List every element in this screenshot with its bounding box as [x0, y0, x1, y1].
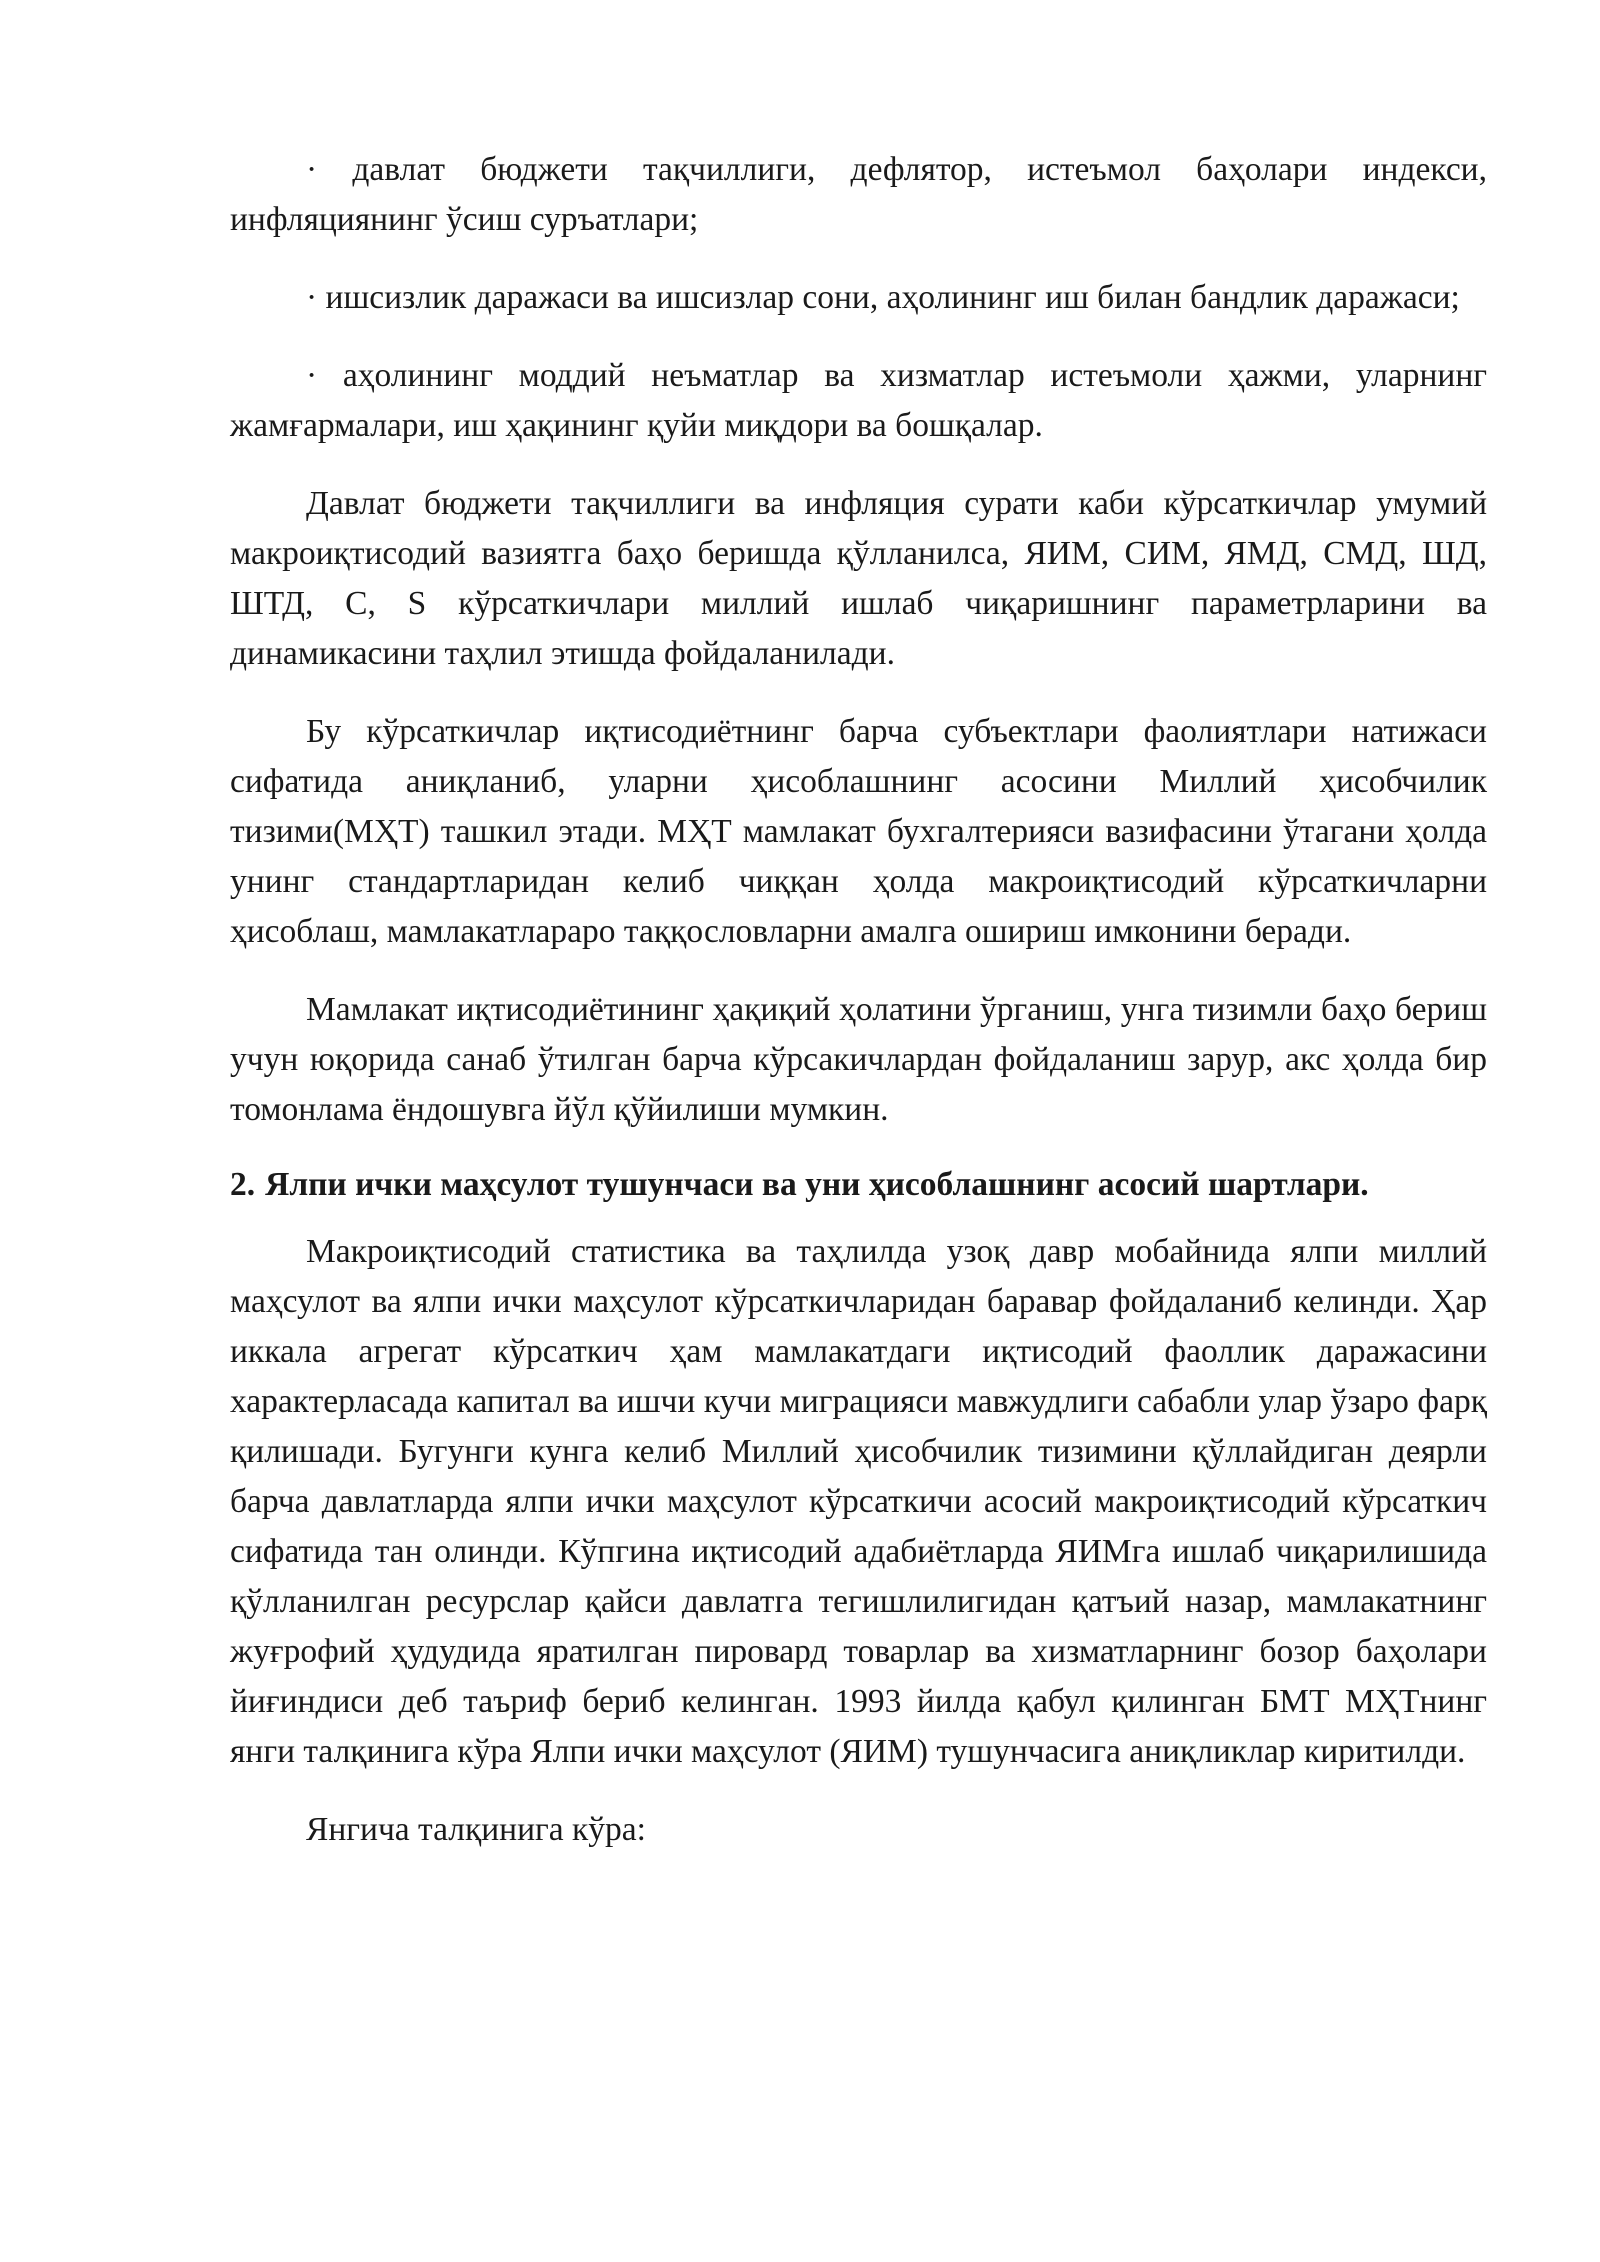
paragraph-national-accounts: Бу кўрсаткичлар иқтисодиётнинг барча субъектлари фаолиятлари натижаси сифатида аниқланиб, уларни ҳисоблашнинг асосини Миллий ҳисобчилик тизими(МҲТ) ташкил этади. МҲТ мамлакат бухгалтерияси вазифасини ўтагани ҳолда унинг стандартларидан келиб чиққан ҳолда макроиқтисодий кўрсаткичларни ҳисоблаш, мамлакатлараро таққословларни амалга ошириш имконини беради. [230, 713, 1487, 950]
document-page [230, 145, 1487, 1883]
section-title: Ялпи ички маҳсулот тушунчаси ва уни ҳисоблашнинг асосий шартлари. [265, 1166, 1369, 1203]
paragraph-new-interpretation: Янгича талқинига кўра: [306, 1811, 646, 1848]
paragraph-indicators-usage: Давлат бюджети тақчиллиги ва инфляция сурати каби кўрсаткичлар умумий макроиқтисодий вазиятга баҳо беришда қўлланилса, ЯИМ, СИМ, ЯМД, СМД, ШД, ШТД, С, S кўрсаткичлари миллий ишлаб чиқаришнинг параметрларини ва динамикасини таҳлил этишда фойдаланилади. [230, 485, 1487, 672]
bullet-budget-deficit: · давлат бюджети тақчиллиги, дефлятор, истеъмол баҳолари индекси, инфляциянинг ўсиш суръатлари; [230, 151, 1487, 238]
section-number: 2. [230, 1166, 256, 1203]
bullet-consumption: · аҳолининг моддий неъматлар ва хизматлар истеъмоли ҳажми, уларнинг жамғармалари, иш ҳақининг қуйи миқдори ва бошқалар. [230, 357, 1487, 444]
section-heading [230, 1163, 1487, 1207]
paragraph-gdp-definition: Макроиқтисодий статистика ва таҳлилда узоқ давр мобайнида ялпи миллий маҳсулот ва ялпи ички маҳсулот кўрсаткичларидан баравар фойдаланиб келинди. Ҳар иккала агрегат кўрсаткич ҳам мамлакатдаги иқтисодий фаоллик даражасини характерласада капитал ва ишчи кучи миграцияси мавжудлиги сабабли улар ўзаро фарқ қилишади. Бугунги кунга келиб Миллий ҳисобчилик тизимини қўллайдиган деярли барча давлатларда ялпи ички маҳсулот кўрсаткичи асосий макроиқтисодий кўрсаткич сифатида тан олинди. Кўпгина иқтисодий адабиётларда ЯИМга ишлаб чиқарилишида қўлланилган ресурслар қайси давлатга тегишлилигидан қатъий назар, мамлакатнинг жуғрофий ҳудудида яратилган пировард товарлар ва хизматларнинг бозор баҳолари йиғиндиси деб таъриф бериб келинган. 1993 йилда қабул қилинган БМТ МҲТнинг янги талқинига кўра Ялпи ички маҳсулот (ЯИМ) тушунчасига аниқликлар киритилди. [230, 1233, 1487, 1770]
paragraph-systematic-assessment: Мамлакат иқтисодиётининг ҳақиқий ҳолатини ўрганиш, унга тизимли баҳо бериш учун юқорида санаб ўтилган барча кўрсакичлардан фойдаланиш зарур, акс ҳолда бир томонлама ёндошувга йўл қўйилиши мумкин. [230, 991, 1487, 1128]
bullet-unemployment: · ишсизлик даражаси ва ишсизлар сони, аҳолининг иш билан бандлик даражаси; [306, 279, 1460, 316]
